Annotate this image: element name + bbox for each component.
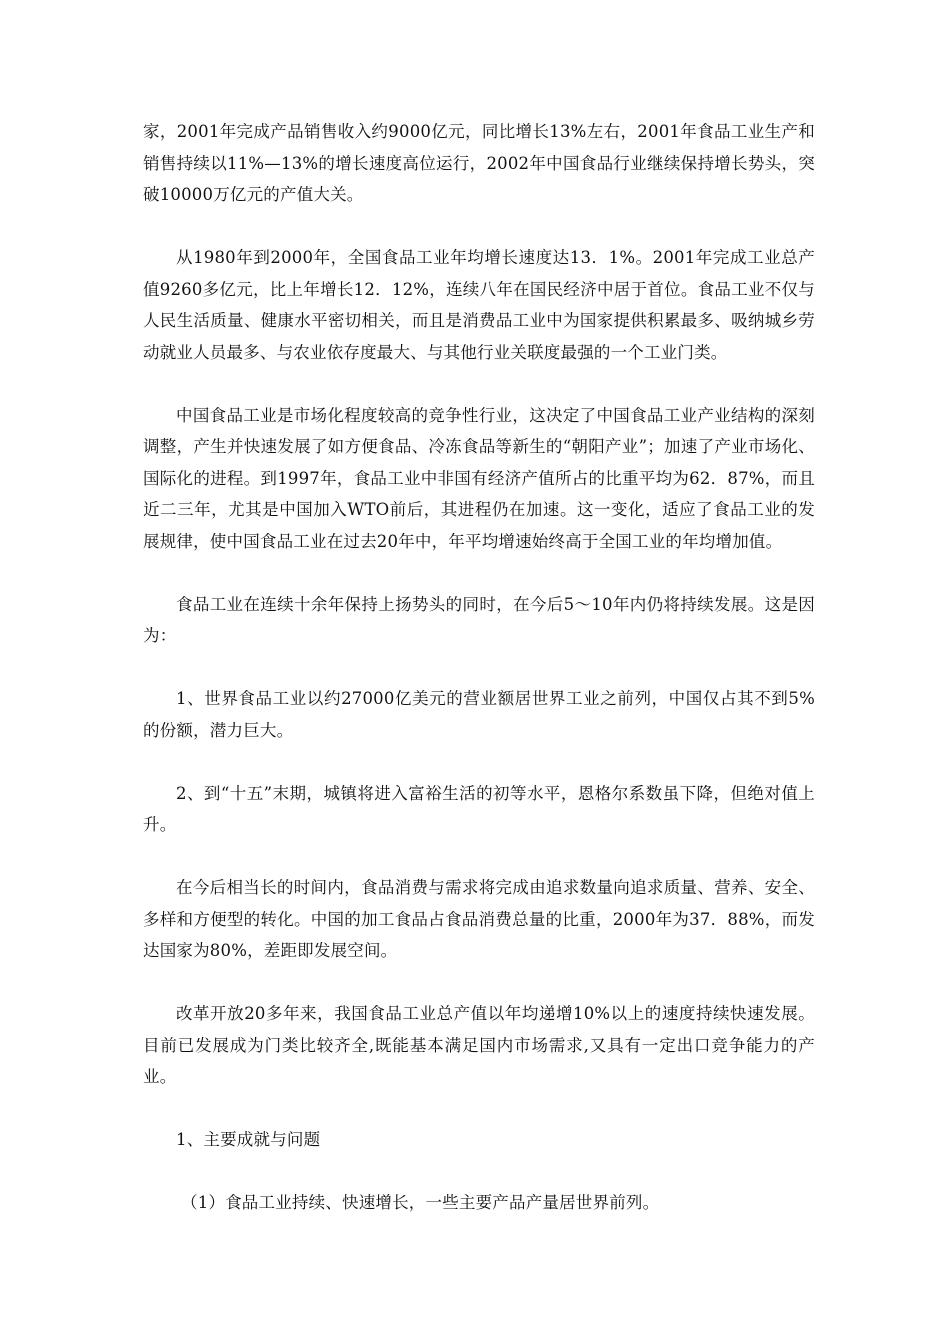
paragraph-market-structure: 中国食品工业是市场化程度较高的竞争性行业，这决定了中国食品工业产业结构的深刻调整，产生并快速发展了如方便食品、冷冻食品等新生的“朝阳产业”；加速了产业市场化、国际化的进程。到1997年，食品工业中非国有经济产值所占的比重平均为62．87%，而且近二三年，尤其是中国加入WTO前后，其进程仍在加速。这一变化，适应了食品工业的发展规律，使中国食品工业在过去20年中，年平均增速始终高于全国工业的年均增加值。 [143, 405, 815, 551]
paragraph-reform-summary: 改革开放20多年来，我国食品工业总产值以年均递增10%以上的速度持续快速发展。目前已发展成为门类比较齐全,既能基本满足国内市场需求,又具有一定出口竞争能力的产业。 [143, 1004, 815, 1086]
paragraph-intro-continuation: 家，2001年完成产品销售收入约9000亿元，同比增长13%左右，2001年食品工业生产和销售持续以11%—13%的增长速度高位运行，2002年中国食品行业继续保持增长势头，突破10000万亿元的产值大关。 [143, 122, 815, 204]
section-heading: 1、主要成就与问题 [176, 1130, 321, 1149]
paragraph-reason-2: 2、到“十五”末期，城镇将进入富裕生活的初等水平，恩格尔系数虽下降，但绝对值上升。 [143, 783, 815, 834]
paragraph-growth-rate: 从1980年到2000年，全国食品工业年均增长速度达13．1%。2001年完成工业总产值9260多亿元，比上年增长12．12%，连续八年在国民经济中居于首位。食品工业不仅与人民生活质量、健康水平密切相关，而且是消费品工业中为国家提供积累最多、吸纳城乡劳动就业人员最多、与农业依存度最大、与其他行业关联度最强的一个工业门类。 [143, 248, 815, 362]
subsection-heading: （1）食品工业持续、快速增长，一些主要产品产量居世界前列。 [181, 1193, 660, 1212]
paragraph-outlook: 食品工业在连续十余年保持上扬势头的同时，在今后5～10年内仍将持续发展。这是因为： [143, 594, 815, 645]
document-body [143, 116, 815, 1250]
paragraph-reason-1: 1、世界食品工业以约27000亿美元的营业额居世界工业之前列，中国仅占其不到5%的份额，潜力巨大。 [143, 689, 815, 740]
paragraph-consumption-trend: 在今后相当长的时间内，食品消费与需求将完成由追求数量向追求质量、营养、安全、多样和方便型的转化。中国的加工食品占食品消费总量的比重，2000年为37．88%，而发达国家为80%，差距即发展空间。 [143, 878, 815, 960]
